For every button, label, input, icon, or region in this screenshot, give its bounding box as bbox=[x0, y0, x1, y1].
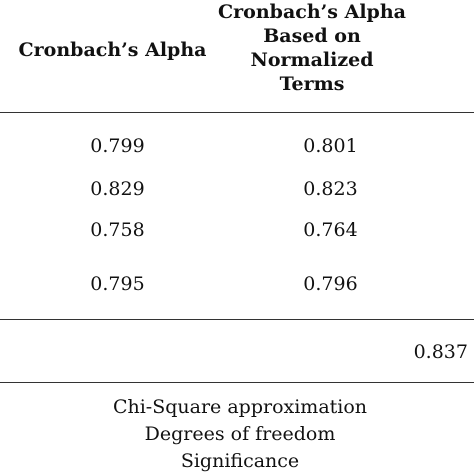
section-divider bbox=[0, 319, 474, 320]
header-col2-line: Normalized bbox=[250, 49, 374, 71]
header-cronbach-alpha: Cronbach’s Alpha bbox=[18, 39, 207, 61]
header-divider bbox=[0, 112, 474, 113]
header-cronbach-alpha-normalized bbox=[212, 0, 412, 96]
header-col2-line: Based on bbox=[263, 25, 361, 47]
header-col2-line: Cronbach’s Alpha bbox=[218, 1, 406, 23]
alpha-cell: 0.795 bbox=[90, 273, 145, 295]
normalized-alpha-cell: 0.764 bbox=[303, 219, 358, 241]
normalized-alpha-cell: 0.801 bbox=[303, 135, 358, 157]
statistic-label: Significance bbox=[180, 450, 300, 472]
alpha-cell: 0.829 bbox=[90, 178, 145, 200]
section-divider bbox=[0, 382, 474, 383]
normalized-alpha-cell: 0.796 bbox=[303, 273, 358, 295]
alpha-cell: 0.799 bbox=[90, 135, 145, 157]
header-col2-line: Terms bbox=[279, 73, 345, 95]
overall-value: 0.837 bbox=[413, 341, 468, 363]
normalized-alpha-cell: 0.823 bbox=[303, 178, 358, 200]
statistic-label: Chi-Square approximation bbox=[112, 396, 368, 418]
alpha-cell: 0.758 bbox=[90, 219, 145, 241]
statistic-label: Degrees of freedom bbox=[144, 423, 336, 445]
